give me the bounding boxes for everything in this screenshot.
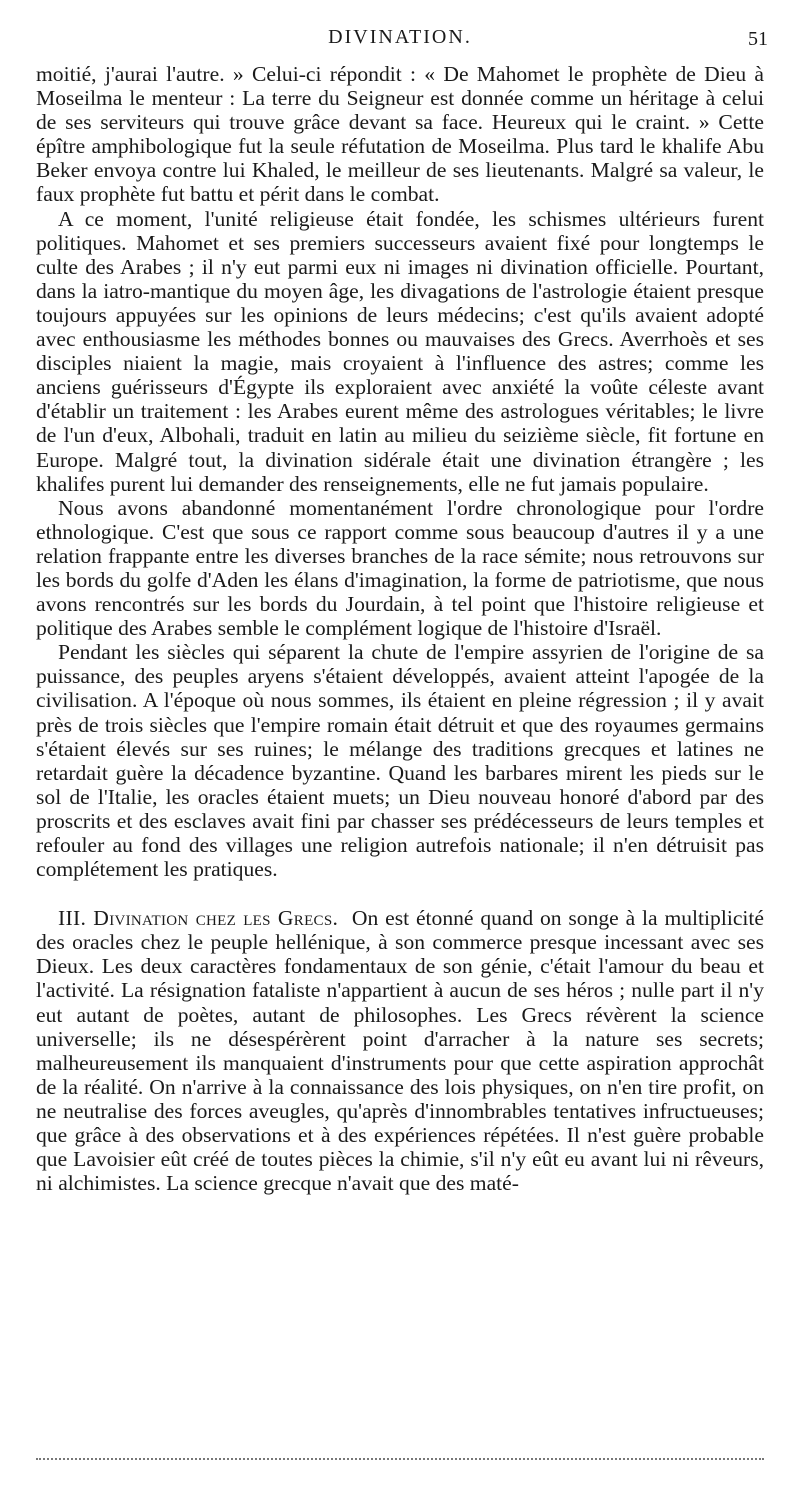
body-text (36, 62, 764, 881)
section-text: On est étonné quand on songe à la multiplicité des oracles chez le peuple hellénique, à son commerce presque incessant avec ses Dieux. Les deux caractères fondamentaux de son génie, c'était l'amour du beau et l'activité. La résignation fataliste n'appartient à aucun de ses héros ; nulle part il n'y eut autant de poètes, autant de philosophes. Les Grecs révèrent la science universelle; ils ne désespérèrent point d'arracher à la nature ses secrets; malheureusement ils manquaient d'instruments pour que cette aspiration approchât de la réalité. On n'arrive à la connaissance des lois physiques, on n'en tire profit, on ne neutralise des forces aveugles, qu'après d'innombrables tentatives infructueuses; que grâce à des observations et à des expériences répétées. Il n'est guère probable que Lavoisier eût créé de toutes pièces la chimie, s'il n'y eût eu avant lui ni rêveurs, ni alchimistes. La science grecque n'avait que des maté- (36, 906, 764, 1196)
page-number: 51 (748, 28, 768, 50)
section-greeks (36, 906, 764, 1195)
page-header (36, 26, 768, 56)
section-paragraph (36, 906, 764, 1195)
paragraph-4: Pendant les siècles qui séparent la chute de l'empire assyrien de l'origine de sa puissance, des peuples aryens s'étaient développés, avaient atteint l'apogée de la civilisation. A l'époque où nous sommes, ils étaient en pleine régression ; il y avait près de trois siècles que l'empire romain était détruit et que des royaumes germains s'étaient élevés sur ses ruines; le mélange des traditions grecques et latines ne retardait guère la décadence byzantine. Quand les barbares mirent les pieds sur le sol de l'Italie, les oracles étaient muets; un Dieu nouveau honoré d'abord par des proscrits et des esclaves avait fini par chasser ses prédécesseurs de leurs temples et refouler au fond des villages une religion autrefois nationale; il n'en détruisit pas complétement les pratiques. (36, 640, 764, 882)
book-page (36, 26, 768, 1196)
paragraph-1: moitié, j'aurai l'autre. » Celui-ci répondit : « De Mahomet le prophète de Dieu à Moseilma le menteur : La terre du Seigneur est donnée comme un héritage à celui de ses serviteurs qui trouve grâce devant sa face. Heureux qui le craint. » Cette épître amphibologique fut la seule réfutation de Moseilma. Plus tard le khalife Abu Beker envoya contre lui Khaled, le meilleur de ses lieutenants. Malgré sa valeur, le faux prophète fut battu et périt dans le combat. (36, 62, 764, 207)
section-heading: III. Divination chez les Grecs. (58, 906, 339, 931)
paragraph-2: A ce moment, l'unité religieuse était fondée, les schismes ultérieurs furent politiques. Mahomet et ses premiers successeurs avaient fixé pour longtemps le culte des Arabes ; il n'y eut parmi eux ni images ni divination officielle. Pourtant, dans la iatro-mantique du moyen âge, les divagations de l'astrologie étaient presque toujours appuyées sur les opinions de leurs médecins; c'est qu'ils avaient adopté avec enthousiasme les méthodes bonnes ou mauvaises des Grecs. Averrhoès et ses disciples niaient la magie, mais croyaient à l'influence des astres; comme les anciens guérisseurs d'Égypte ils exploraient avec anxiété la voûte céleste avant d'établir un traitement : les Arabes eurent même des astrologues véritables; le livre de l'un d'eux, Albohali, traduit en latin au milieu du seizième siècle, fit fortune en Europe. Malgré tout, la divination sidérale était une divination étrangère ; les khalifes purent lui demander des renseignements, elle ne fut jamais populaire. (36, 206, 764, 496)
footer-dotted-rule (36, 1458, 764, 1460)
paragraph-3: Nous avons abandonné momentanément l'ordre chronologique pour l'ordre ethnologique. C'est que sous ce rapport comme sous beaucoup d'autres il y a une relation frappante entre les diverses branches de la race sémite; nous retrouvons sur les bords du golfe d'Aden les élans d'imagination, la forme de patriotisme, que nous avons rencontrés sur les bords du Jourdain, à tel point que l'histoire religieuse et politique des Arabes semble le complément logique de l'histoire d'Israël. (36, 495, 764, 641)
running-title: DIVINATION. (328, 26, 472, 48)
